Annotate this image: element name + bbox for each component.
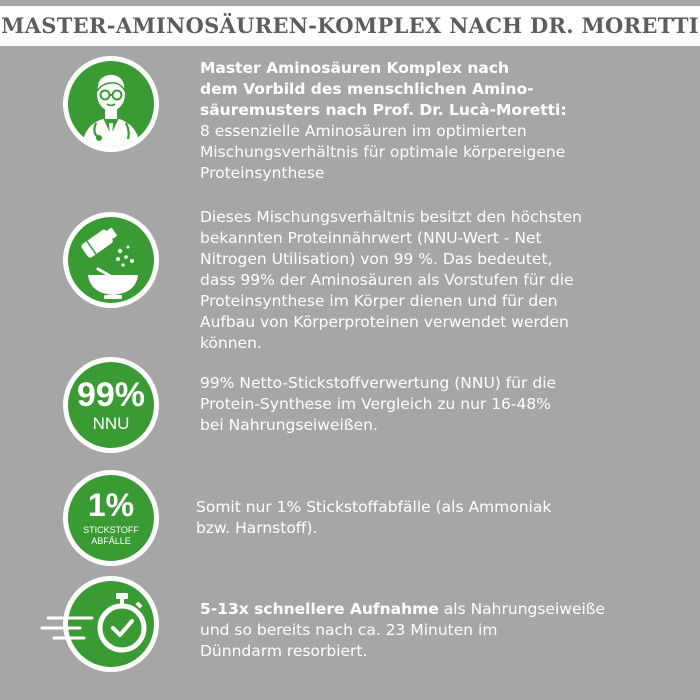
item-4-text	[196, 497, 551, 539]
item-3-line: 99% Netto-Stickstoffverwertung (NNU) für die	[200, 374, 557, 392]
item-3-text	[200, 373, 556, 436]
item-5-line: und so bereits nach ca. 23 Minuten im	[200, 621, 498, 639]
item-5-bold: 5-13x schnellere Aufnahme	[200, 600, 439, 618]
item-2-line: Nitrogen Utilisation) von 99 %. Das bedeutet,	[200, 250, 553, 268]
item-4-line: bzw. Harnstoff).	[196, 519, 318, 537]
item-5-line-1	[200, 599, 605, 620]
badge-1-percent: 1%	[87, 487, 135, 523]
item-2-line: bekannten Proteinnährwert (NNU-Wert - Net	[200, 229, 542, 247]
badge-99-percent: 99%	[76, 376, 146, 414]
nnu-badge	[63, 357, 159, 453]
item-3-line: Protein-Synthese im Vergleich zu nur 16-48%	[200, 395, 551, 413]
badge-abfaelle-label: ABFÄLLE	[91, 536, 131, 546]
badge-nnu-label: NNU	[92, 414, 130, 433]
header	[0, 0, 700, 46]
item-2-line: Proteinsynthese im Körper dienen und für den	[200, 292, 558, 310]
item-5-line-1-rest: als Nahrungseiweiße	[438, 600, 606, 618]
item-3-line: bei Nahrungseiweißen.	[200, 416, 378, 434]
item-2-line: können.	[200, 334, 262, 352]
item-4-line: Somit nur 1% Stickstoffabfälle (als Ammoniak	[196, 498, 552, 516]
item-1-bold-line: Master Aminosäuren Komplex nach	[200, 59, 510, 77]
doctor-badge	[63, 56, 159, 152]
item-5-text	[200, 599, 605, 662]
item-2-line: Aufbau von Körperproteinen verwendet werden	[200, 313, 569, 331]
stickstoff-badge	[63, 470, 159, 566]
item-1-line: 8 essenzielle Aminosäuren im optimierten	[200, 122, 527, 140]
speed-lines-icon	[40, 612, 110, 652]
bowl-powder-icon	[68, 217, 154, 303]
item-1-text	[200, 58, 567, 184]
item-1-line: Proteinsynthese	[200, 164, 325, 182]
item-2-text	[200, 207, 582, 354]
badge-stickstoff-label: STICKSTOFF	[83, 525, 139, 535]
bowl-badge	[63, 212, 159, 308]
item-5-line: Dünndarm resorbiert.	[200, 642, 368, 660]
item-1-line: Mischungsverhältnis für optimale körpereigene	[200, 143, 566, 161]
page-title: MASTER-AMINOSÄUREN-KOMPLEX NACH DR. MORETTI	[1, 13, 699, 38]
item-2-line: Dieses Mischungsverhältnis besitzt den höchsten	[200, 208, 582, 226]
item-1-bold-line: dem Vorbild des menschlichen Amino-	[200, 80, 534, 98]
doctor-icon	[68, 61, 154, 147]
item-1-bold-line: säuremusters nach Prof. Dr. Lucà-Moretti:	[200, 101, 567, 119]
item-2-line: dass 99% der Aminosäuren als Vorstufen für die	[200, 271, 574, 289]
